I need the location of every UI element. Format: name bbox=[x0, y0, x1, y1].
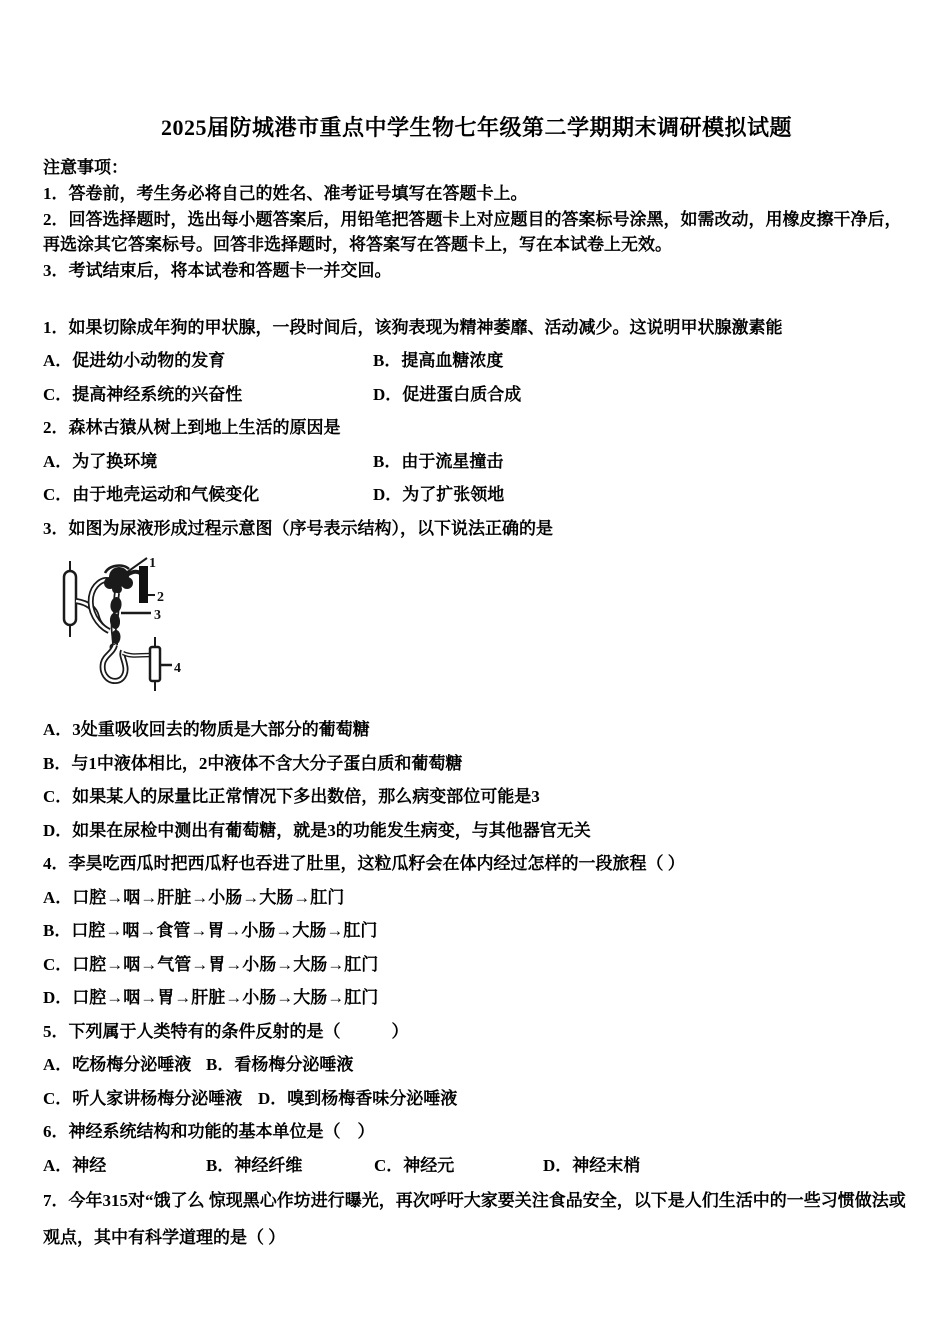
question-5-option-b: B．看杨梅分泌唾液 bbox=[206, 1055, 354, 1075]
page-title: 2025届防城港市重点中学生物七年级第二学期期末调研模拟试题 bbox=[160, 115, 792, 140]
question-1-option-d: D．促进蛋白质合成 bbox=[373, 384, 522, 404]
notice-item-1: 1．答卷前，考生务必将自己的姓名、准考证号填写在答题卡上。 bbox=[43, 183, 528, 203]
nephron-figure bbox=[43, 553, 910, 703]
notice-heading: 注意事项： bbox=[43, 158, 128, 177]
question-5-stem: 5．下列属于人类特有的条件反射的是（ ） bbox=[43, 1021, 409, 1041]
question-2-stem: 2．森林古猿从树上到地上生活的原因是 bbox=[43, 418, 341, 438]
question-3-option-d: D．如果在尿检中测出有葡萄糖，就是3的功能发生病变，与其他器官无关 bbox=[43, 820, 591, 840]
question-3-option-b: B．与1中液体相比，2中液体不含大分子蛋白质和葡萄糖 bbox=[43, 753, 463, 773]
question-2-options-row-1 bbox=[43, 445, 910, 479]
question-4-option-b: B．口腔→咽→食管→胃→小肠→大肠→肛门 bbox=[43, 921, 378, 941]
question-1 bbox=[43, 311, 910, 412]
question-4 bbox=[43, 847, 910, 1015]
question-1-option-b: B．提高血糖浓度 bbox=[373, 351, 504, 371]
figure-label-3: 3 bbox=[154, 608, 161, 624]
question-4-option-a: A．口腔→咽→肝脏→小肠→大肠→肛门 bbox=[43, 887, 345, 907]
questions-section bbox=[43, 311, 910, 1257]
notice-section bbox=[43, 155, 910, 284]
question-6-option-b: B．神经纤维 bbox=[206, 1155, 303, 1175]
nephron-diagram bbox=[43, 553, 195, 701]
question-1-option-a: A．促进幼小动物的发育 bbox=[43, 351, 226, 371]
question-2-option-d: D．为了扩张领地 bbox=[373, 485, 505, 505]
question-2-option-b: B．由于流星撞击 bbox=[373, 451, 504, 471]
question-1-stem: 1．如果切除成年狗的甲状腺，一段时间后，该狗表现为精神萎靡、活动减少。这说明甲状腺激素能 bbox=[43, 317, 783, 337]
question-6-stem: 6．神经系统结构和功能的基本单位是（ ） bbox=[43, 1122, 375, 1142]
question-6-option-a: A．神经 bbox=[43, 1155, 107, 1175]
question-2 bbox=[43, 411, 910, 512]
notice-item-2: 2．回答选择题时，选出每小题答案后，用铅笔把答题卡上对应题目的答案标号涂黑，如需改动，用橡皮擦干净后，再选涂其它答案标号。回答非选择题时，将答案写在答题卡上，写在本试卷上无效。 bbox=[43, 209, 902, 255]
question-7-stem: 7．今年315对“饿了么 惊现黑心作坊进行曝光，再次呼吁大家要关注食品安全，以下是人们生活中的一些习惯做法或观点，其中有科学道理的是（ ） bbox=[43, 1191, 906, 1248]
question-3-option-c: C．如果某人的尿量比正常情况下多出数倍，那么病变部位可能是3 bbox=[43, 787, 540, 807]
question-3-stem: 3．如图为尿液形成过程示意图（序号表示结构），以下说法正确的是 bbox=[43, 518, 553, 538]
question-1-options-row-1 bbox=[43, 344, 910, 378]
figure-label-1: 1 bbox=[149, 556, 156, 572]
question-3-option-a: A．3处重吸收回去的物质是大部分的葡萄糖 bbox=[43, 720, 370, 740]
question-6-option-d: D．神经末梢 bbox=[543, 1155, 641, 1175]
question-6-options-row bbox=[43, 1149, 910, 1183]
question-4-stem: 4．李昊吃西瓜时把西瓜籽也吞进了肚里，这粒瓜籽会在体内经过怎样的一段旅程（ ） bbox=[43, 854, 685, 874]
question-5-options-row-2 bbox=[43, 1082, 910, 1116]
figure-label-4: 4 bbox=[174, 661, 181, 677]
question-3 bbox=[43, 512, 910, 848]
figure-label-2: 2 bbox=[157, 590, 164, 606]
question-2-option-c: C．由于地壳运动和气候变化 bbox=[43, 485, 260, 505]
question-6 bbox=[43, 1115, 910, 1182]
question-5-option-c: C．听人家讲杨梅分泌唾液 bbox=[43, 1088, 243, 1108]
question-1-options-row-2 bbox=[43, 378, 910, 412]
vessel-bar bbox=[139, 566, 148, 603]
question-5-options-row-1 bbox=[43, 1048, 910, 1082]
question-5 bbox=[43, 1015, 910, 1116]
question-5-option-d: D．嗅到杨梅香味分泌唾液 bbox=[258, 1088, 458, 1108]
notice-item-3: 3．考试结束后，将本试卷和答题卡一并交回。 bbox=[43, 261, 392, 281]
question-2-options-row-2 bbox=[43, 478, 910, 512]
question-4-option-d: D．口腔→咽→胃→肝脏→小肠→大肠→肛门 bbox=[43, 988, 379, 1008]
left-vessel bbox=[64, 571, 76, 625]
question-4-option-c: C．口腔→咽→气管→胃→小肠→大肠→肛门 bbox=[43, 954, 379, 974]
question-1-option-c: C．提高神经系统的兴奋性 bbox=[43, 384, 243, 404]
question-7 bbox=[43, 1182, 910, 1256]
collecting-tube bbox=[150, 647, 160, 681]
question-5-option-a: A．吃杨梅分泌唾液 bbox=[43, 1055, 192, 1075]
question-2-option-a: A．为了换环境 bbox=[43, 451, 158, 471]
question-6-option-c: C．神经元 bbox=[374, 1155, 455, 1175]
